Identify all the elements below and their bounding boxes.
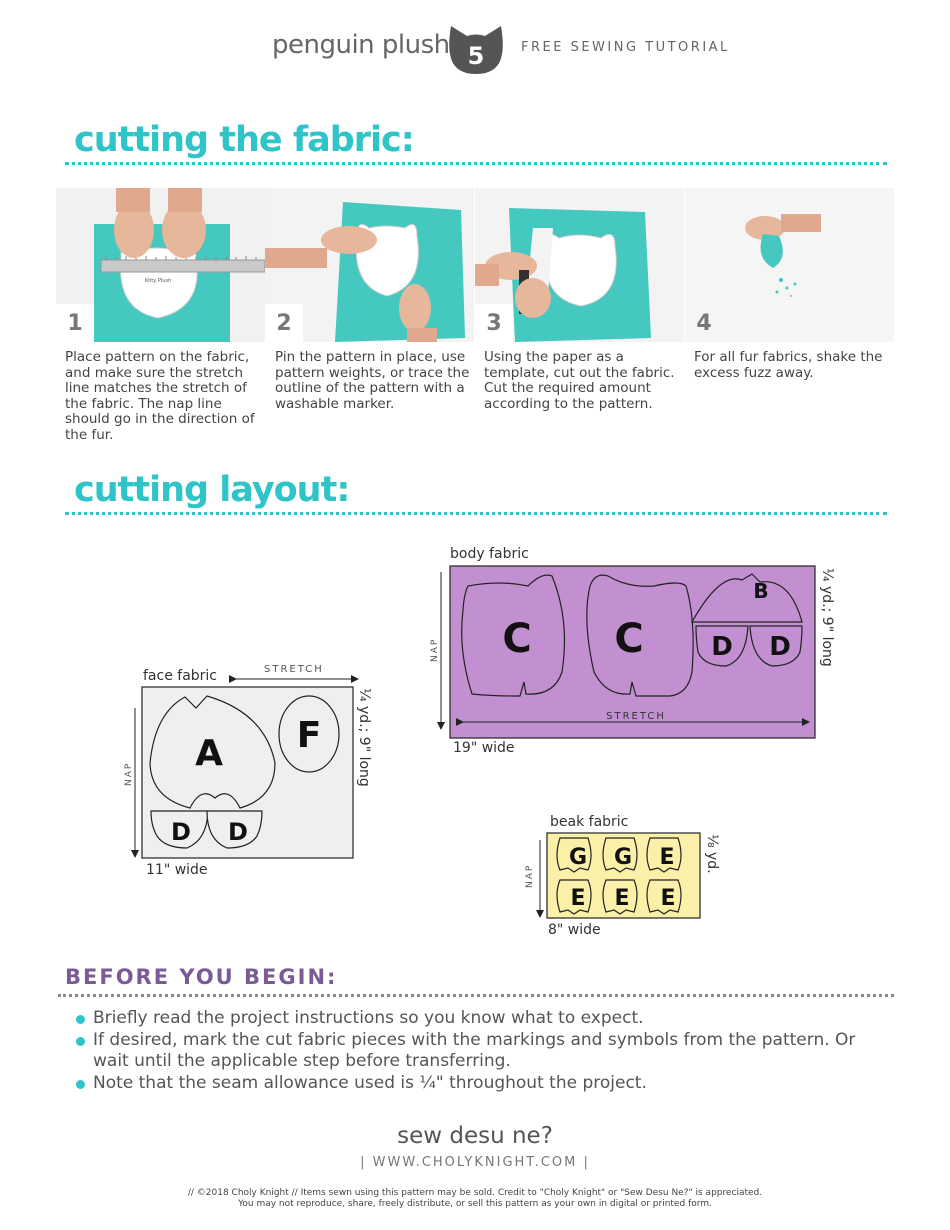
piece-e-3-letter: E: [614, 886, 630, 911]
footer-brand: sew desu ne?: [397, 1123, 553, 1149]
header-title: penguin plush: [272, 30, 450, 60]
piece-c-2-letter: C: [614, 616, 644, 662]
cutting-layout-heading: cutting layout:: [74, 470, 350, 510]
cutting-fabric-heading: cutting the fabric:: [74, 120, 414, 160]
face-width-label: 11" wide: [146, 862, 208, 878]
step-3-photo: [475, 188, 684, 342]
step-4-text: For all fur fabrics, shake the excess fuzz away.: [694, 349, 883, 381]
piece-d-face-1-letter: D: [171, 818, 191, 846]
cutting-fabric-divider: [65, 162, 887, 165]
bullet-item: Note that the seam allowance used is ¼" throughout the project.: [76, 1073, 896, 1095]
step-2-number: 2: [265, 304, 303, 342]
body-width-label: 19" wide: [453, 740, 515, 756]
bullet-item: Briefly read the project instructions so you know what to expect.: [76, 1008, 896, 1030]
footer-copyright: [0, 1188, 950, 1210]
cat-head-badge-icon: [447, 24, 505, 76]
face-fabric-diagram: [125, 668, 365, 863]
bullet-item: If desired, mark the cut fabric pieces with the markings and symbols from the pattern. Or wait until the applicable step before transferring.: [76, 1030, 896, 1073]
body-fabric-label: body fabric: [450, 546, 529, 562]
piece-b-letter: B: [753, 579, 769, 603]
before-divider: [58, 994, 894, 997]
piece-g-1-letter: G: [568, 845, 588, 870]
step-4-photo: [685, 188, 894, 342]
body-fabric-diagram: [430, 560, 825, 740]
beak-fabric-label: beak fabric: [550, 814, 629, 830]
beak-fabric-diagram: [530, 828, 705, 923]
body-nap-label: NAP: [430, 637, 440, 662]
piece-c-1-letter: C: [502, 616, 532, 662]
beak-length-label: ⅛ yd.: [704, 834, 720, 874]
step-3-number: 3: [475, 304, 513, 342]
step-4-number: 4: [696, 310, 712, 336]
step-1-text: Place pattern on the fabric, and make sure the stretch line matches the stretch of the fabric. The nap line should go in the direction of the fur.: [65, 349, 255, 443]
pattern-label: Kitty Plush: [144, 278, 172, 284]
step-1-photo: [56, 188, 265, 342]
piece-g-2-letter: G: [613, 845, 633, 870]
piece-e-4-letter: E: [660, 886, 676, 911]
cutting-layout-divider: [65, 512, 887, 515]
face-nap-label: NAP: [124, 761, 134, 786]
piece-d-face-2-letter: D: [228, 818, 248, 846]
face-stretch-label: STRETCH: [264, 664, 324, 675]
footer-copyright-line-1: // ©2018 Choly Knight // Items sewn using this pattern may be sold. Credit to "Choly Knight" or "Sew Desu Ne?" is appreciated.: [187, 1188, 763, 1198]
footer-url[interactable]: | WWW.CHOLYKNIGHT.COM |: [360, 1155, 590, 1170]
header-subtitle: FREE SEWING TUTORIAL: [521, 40, 730, 55]
piece-a-letter: A: [195, 733, 223, 774]
step-2-photo: [265, 188, 474, 342]
step-3-text: Using the paper as a template, cut out the fabric. Cut the required amount according to the pattern.: [484, 349, 675, 412]
page-number: 5: [467, 42, 485, 70]
piece-e-2-letter: E: [570, 886, 586, 911]
footer-copyright-line-2: You may not reproduce, share, freely distribute, or sell this pattern as your own in digital or printed form.: [238, 1199, 712, 1209]
step-2-text: Pin the pattern in place, use pattern weights, or trace the outline of the pattern with a washable marker.: [275, 349, 470, 412]
body-stretch-label: STRETCH: [606, 711, 666, 722]
beak-width-label: 8" wide: [548, 922, 601, 938]
before-you-begin-heading: BEFORE YOU BEGIN:: [65, 965, 338, 989]
piece-f-letter: F: [296, 715, 322, 756]
piece-e-1-letter: E: [659, 845, 675, 870]
body-length-label: ¼ yd.; 9" long: [819, 568, 835, 667]
beak-nap-label: NAP: [525, 863, 535, 888]
step-1-number: 1: [56, 304, 94, 342]
before-bullets: [76, 1008, 896, 1094]
face-length-label: ¼ yd.; 9" long: [356, 688, 372, 787]
face-fabric-label: face fabric: [143, 668, 218, 684]
piece-d-body-2-letter: D: [769, 632, 791, 662]
piece-d-body-1-letter: D: [711, 632, 733, 662]
